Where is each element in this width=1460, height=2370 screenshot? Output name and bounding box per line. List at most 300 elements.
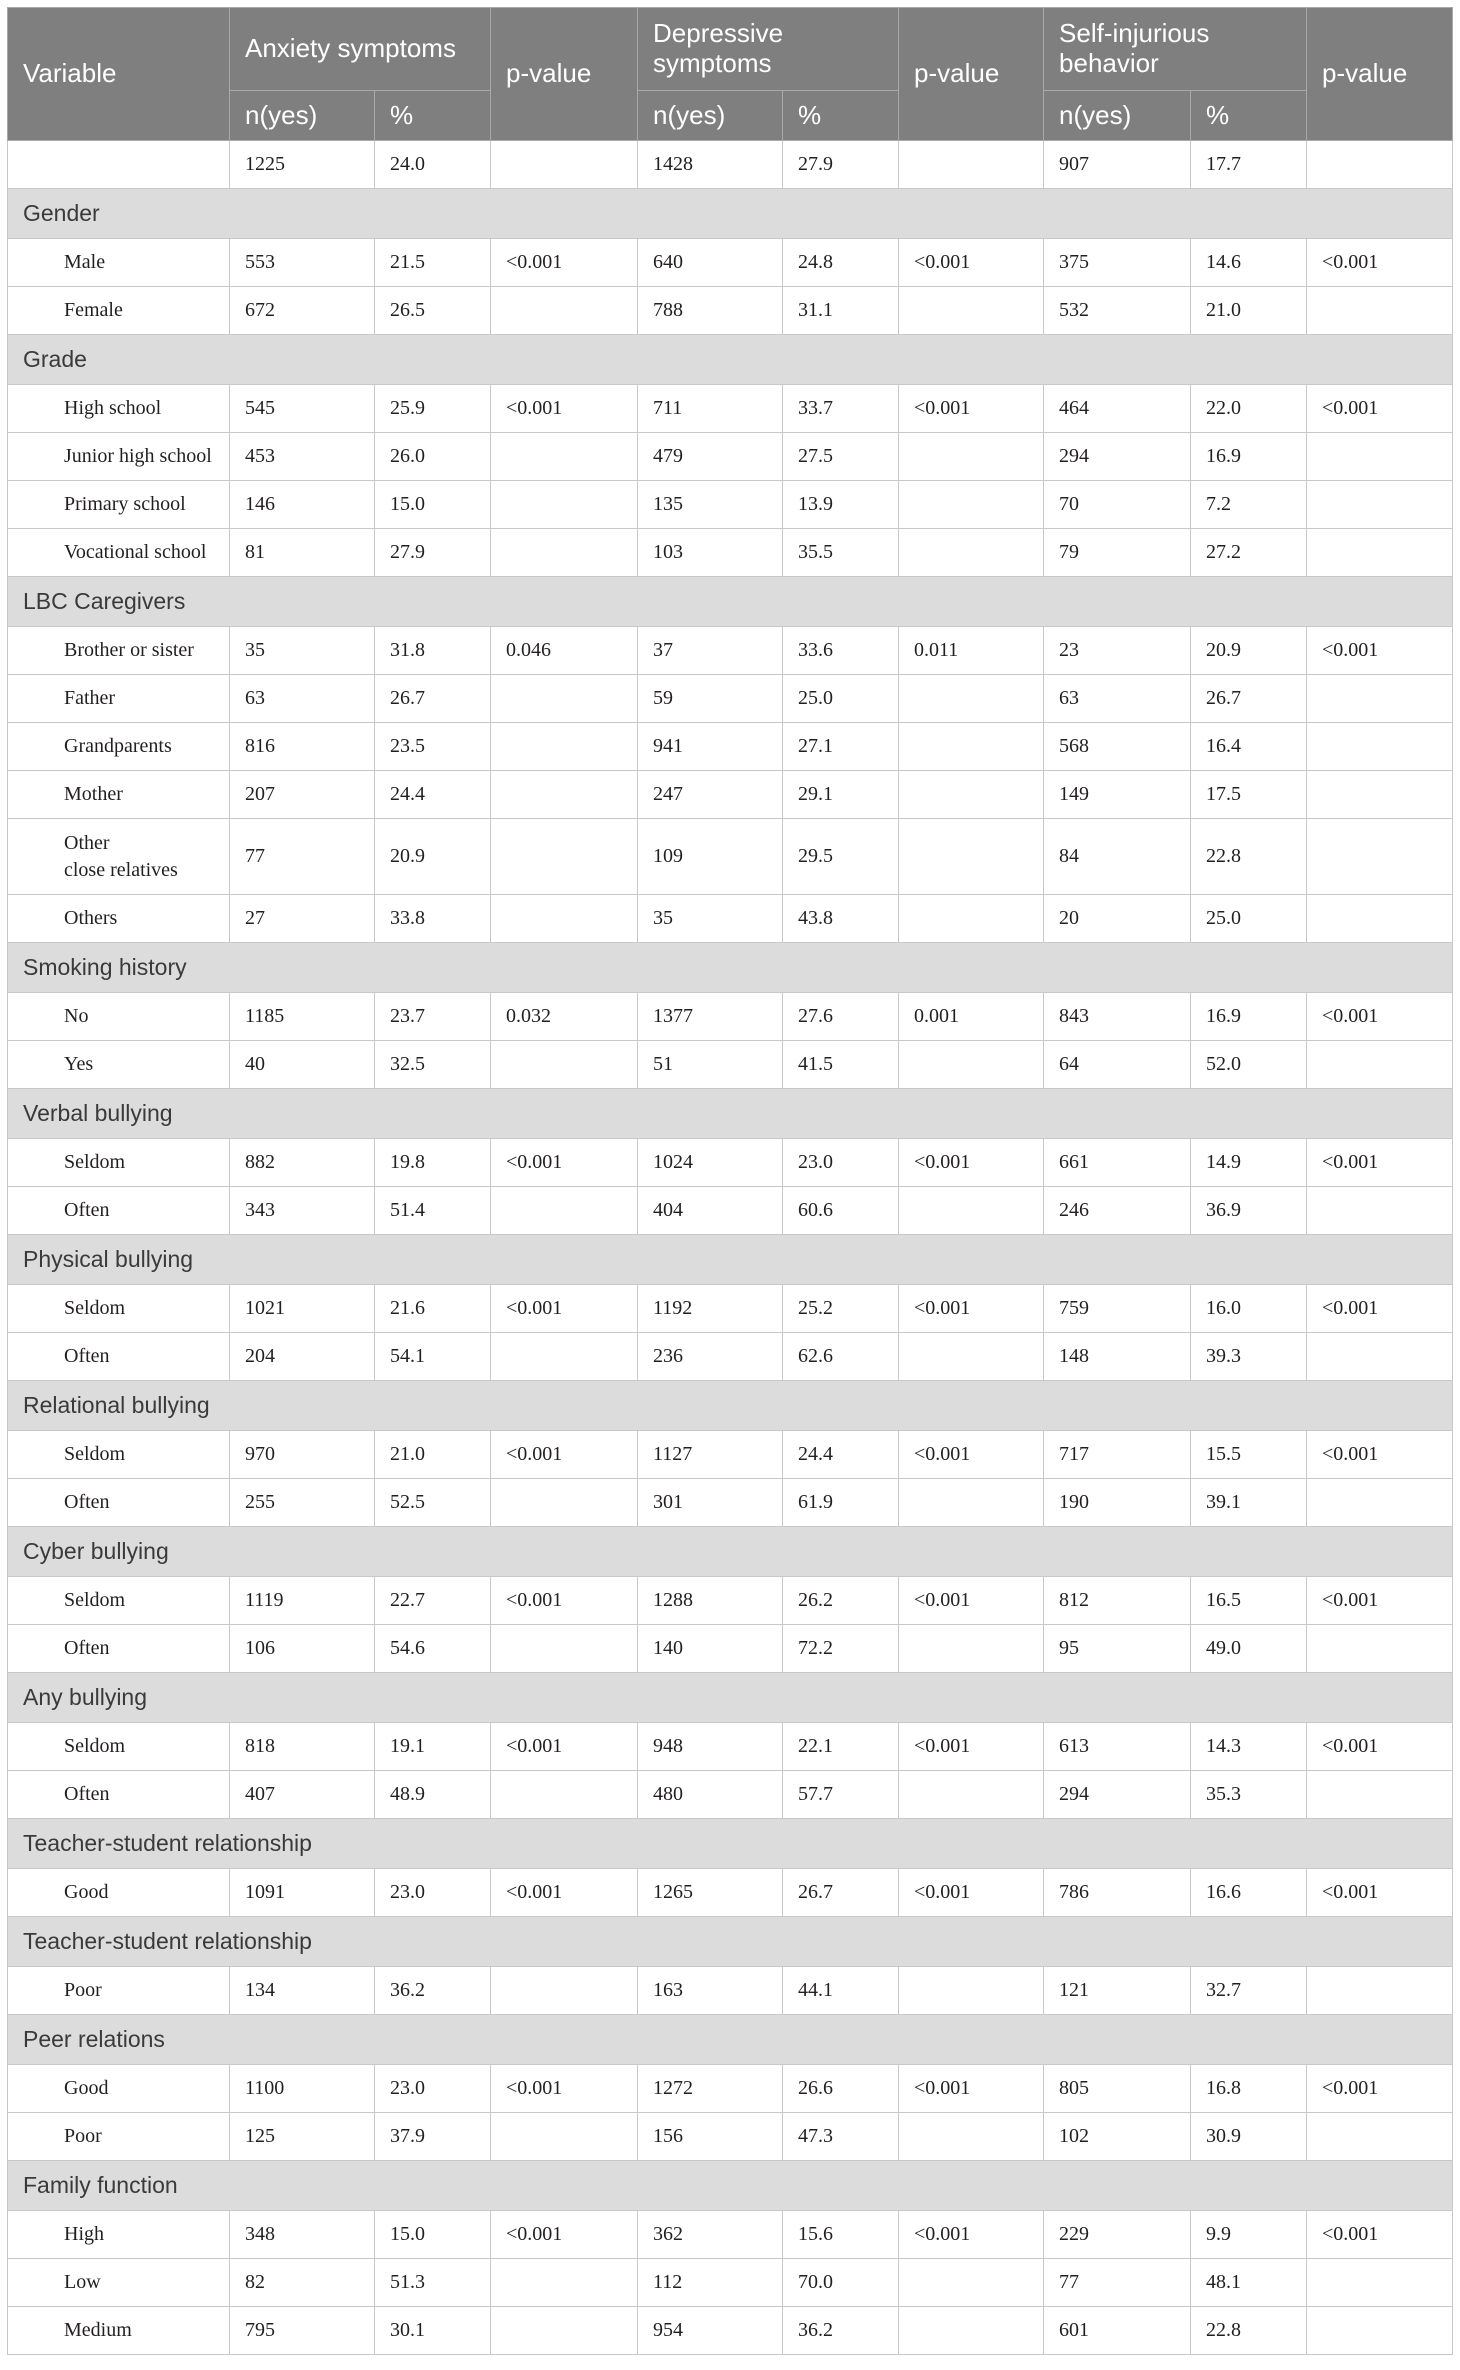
depressive-p-value: <0.001 xyxy=(899,1285,1044,1333)
header-anxiety-n-yes: n(yes) xyxy=(230,91,375,141)
depressive-p-value xyxy=(899,1333,1044,1381)
row-label: Junior high school xyxy=(8,433,230,481)
table-row xyxy=(8,385,1453,433)
self-injury-n-yes: 786 xyxy=(1044,1869,1191,1917)
anxiety-p-value: <0.001 xyxy=(491,1431,638,1479)
self-injury-percent: 48.1 xyxy=(1191,2259,1307,2307)
anxiety-n-yes: 553 xyxy=(230,239,375,287)
self-injury-n-yes: 77 xyxy=(1044,2259,1191,2307)
depressive-percent: 43.8 xyxy=(783,895,899,943)
self-injury-p-value: <0.001 xyxy=(1307,1869,1453,1917)
anxiety-p-value xyxy=(491,433,638,481)
anxiety-n-yes: 453 xyxy=(230,433,375,481)
self-injury-percent: 39.3 xyxy=(1191,1333,1307,1381)
anxiety-percent: 37.9 xyxy=(375,2113,491,2161)
anxiety-percent: 23.5 xyxy=(375,723,491,771)
anxiety-percent: 21.5 xyxy=(375,239,491,287)
row-label: Poor xyxy=(8,1967,230,2015)
row-label: Low xyxy=(8,2259,230,2307)
table-row xyxy=(8,2065,1453,2113)
self-injury-p-value: <0.001 xyxy=(1307,1723,1453,1771)
self-injury-n-yes: 102 xyxy=(1044,2113,1191,2161)
depressive-percent: 35.5 xyxy=(783,529,899,577)
anxiety-n-yes: 82 xyxy=(230,2259,375,2307)
section-title: Gender xyxy=(8,189,1453,239)
depressive-n-yes: 1192 xyxy=(638,1285,783,1333)
self-injury-p-value xyxy=(1307,287,1453,335)
self-injury-n-yes: 843 xyxy=(1044,993,1191,1041)
depressive-n-yes: 1288 xyxy=(638,1577,783,1625)
row-label: Often xyxy=(8,1771,230,1819)
anxiety-p-value: <0.001 xyxy=(491,1869,638,1917)
depressive-percent: 13.9 xyxy=(783,481,899,529)
row-label: Seldom xyxy=(8,1577,230,1625)
self-injury-percent: 36.9 xyxy=(1191,1187,1307,1235)
anxiety-n-yes: 1100 xyxy=(230,2065,375,2113)
self-injury-n-yes: 190 xyxy=(1044,1479,1191,1527)
self-injury-p-value xyxy=(1307,1625,1453,1673)
section-header-row xyxy=(8,943,1453,993)
anxiety-n-yes: 816 xyxy=(230,723,375,771)
self-injury-n-yes: 95 xyxy=(1044,1625,1191,1673)
self-injury-percent: 49.0 xyxy=(1191,1625,1307,1673)
self-injury-n-yes: 613 xyxy=(1044,1723,1191,1771)
row-label: Seldom xyxy=(8,1723,230,1771)
self-injury-percent: 39.1 xyxy=(1191,1479,1307,1527)
self-injury-percent: 26.7 xyxy=(1191,675,1307,723)
row-label: No xyxy=(8,993,230,1041)
table-row xyxy=(8,1333,1453,1381)
depressive-percent: 60.6 xyxy=(783,1187,899,1235)
anxiety-p-value xyxy=(491,1771,638,1819)
self-injury-p-value xyxy=(1307,1187,1453,1235)
row-label: Yes xyxy=(8,1041,230,1089)
depressive-p-value xyxy=(899,2113,1044,2161)
depressive-percent: 61.9 xyxy=(783,1479,899,1527)
self-injury-p-value xyxy=(1307,895,1453,943)
self-injury-p-value: <0.001 xyxy=(1307,1285,1453,1333)
anxiety-p-value xyxy=(491,1625,638,1673)
anxiety-percent: 26.7 xyxy=(375,675,491,723)
self-injury-n-yes: 601 xyxy=(1044,2307,1191,2355)
depressive-n-yes: 1377 xyxy=(638,993,783,1041)
anxiety-percent: 24.4 xyxy=(375,771,491,819)
anxiety-p-value: <0.001 xyxy=(491,239,638,287)
anxiety-p-value xyxy=(491,287,638,335)
anxiety-n-yes: 27 xyxy=(230,895,375,943)
section-title: Grade xyxy=(8,335,1453,385)
self-injury-percent: 16.9 xyxy=(1191,993,1307,1041)
anxiety-p-value: 0.032 xyxy=(491,993,638,1041)
depressive-n-yes: 109 xyxy=(638,819,783,895)
depressive-p-value: 0.001 xyxy=(899,993,1044,1041)
self-injury-n-yes: 464 xyxy=(1044,385,1191,433)
depressive-n-yes: 404 xyxy=(638,1187,783,1235)
self-injury-percent: 52.0 xyxy=(1191,1041,1307,1089)
anxiety-n-yes: 348 xyxy=(230,2211,375,2259)
depressive-p-value xyxy=(899,819,1044,895)
depressive-n-yes: 37 xyxy=(638,627,783,675)
anxiety-p-value xyxy=(491,1187,638,1235)
self-injury-percent: 7.2 xyxy=(1191,481,1307,529)
depressive-n-yes: 479 xyxy=(638,433,783,481)
self-injury-percent: 22.8 xyxy=(1191,819,1307,895)
depressive-p-value xyxy=(899,2307,1044,2355)
row-label: Others xyxy=(8,895,230,943)
anxiety-percent: 21.0 xyxy=(375,1431,491,1479)
anxiety-p-value xyxy=(491,723,638,771)
self-injury-n-yes: 20 xyxy=(1044,895,1191,943)
depressive-n-yes: 163 xyxy=(638,1967,783,2015)
anxiety-p-value: <0.001 xyxy=(491,1139,638,1187)
table-row xyxy=(8,433,1453,481)
table-row xyxy=(8,1771,1453,1819)
depressive-n-yes: 941 xyxy=(638,723,783,771)
header-row-groups xyxy=(8,8,1453,91)
section-title: Teacher-student relationship xyxy=(8,1819,1453,1869)
self-injury-percent: 17.5 xyxy=(1191,771,1307,819)
self-injury-n-yes: 23 xyxy=(1044,627,1191,675)
anxiety-percent: 30.1 xyxy=(375,2307,491,2355)
self-injury-p-value xyxy=(1307,433,1453,481)
table-row xyxy=(8,627,1453,675)
depressive-n-yes: 247 xyxy=(638,771,783,819)
anxiety-p-value xyxy=(491,2259,638,2307)
depressive-p-value xyxy=(899,723,1044,771)
anxiety-p-value: <0.001 xyxy=(491,1723,638,1771)
table-row xyxy=(8,1625,1453,1673)
depressive-percent: 25.2 xyxy=(783,1285,899,1333)
self-injury-p-value xyxy=(1307,723,1453,771)
depressive-p-value: <0.001 xyxy=(899,385,1044,433)
self-injury-n-yes: 532 xyxy=(1044,287,1191,335)
self-injury-p-value xyxy=(1307,2259,1453,2307)
depressive-n-yes: 788 xyxy=(638,287,783,335)
self-injury-p-value xyxy=(1307,2113,1453,2161)
depressive-p-value xyxy=(899,895,1044,943)
depressive-p-value xyxy=(899,1771,1044,1819)
anxiety-n-yes: 134 xyxy=(230,1967,375,2015)
table-row xyxy=(8,481,1453,529)
depressive-n-yes: 103 xyxy=(638,529,783,577)
depressive-percent: 62.6 xyxy=(783,1333,899,1381)
section-header-row xyxy=(8,1381,1453,1431)
anxiety-percent: 22.7 xyxy=(375,1577,491,1625)
depressive-n-yes: 156 xyxy=(638,2113,783,2161)
depressive-p-value xyxy=(899,1479,1044,1527)
section-header-row xyxy=(8,189,1453,239)
table-row xyxy=(8,2259,1453,2307)
self-injury-p-value xyxy=(1307,141,1453,189)
anxiety-n-yes: 40 xyxy=(230,1041,375,1089)
anxiety-percent: 23.0 xyxy=(375,1869,491,1917)
self-injury-percent: 22.8 xyxy=(1191,2307,1307,2355)
depressive-n-yes: 480 xyxy=(638,1771,783,1819)
self-injury-n-yes: 812 xyxy=(1044,1577,1191,1625)
table-row xyxy=(8,895,1453,943)
header-self-injurious-behavior: Self-injurious behavior xyxy=(1044,8,1307,91)
anxiety-percent: 21.6 xyxy=(375,1285,491,1333)
anxiety-n-yes: 882 xyxy=(230,1139,375,1187)
anxiety-percent: 33.8 xyxy=(375,895,491,943)
self-injury-n-yes: 148 xyxy=(1044,1333,1191,1381)
table-row xyxy=(8,1479,1453,1527)
self-injury-n-yes: 79 xyxy=(1044,529,1191,577)
self-injury-percent: 16.6 xyxy=(1191,1869,1307,1917)
anxiety-percent: 23.0 xyxy=(375,2065,491,2113)
section-header-row xyxy=(8,1089,1453,1139)
self-injury-percent: 32.7 xyxy=(1191,1967,1307,2015)
anxiety-percent: 54.1 xyxy=(375,1333,491,1381)
header-anxiety-percent: % xyxy=(375,91,491,141)
self-injury-n-yes: 907 xyxy=(1044,141,1191,189)
self-injury-n-yes: 64 xyxy=(1044,1041,1191,1089)
anxiety-percent: 52.5 xyxy=(375,1479,491,1527)
depressive-n-yes: 954 xyxy=(638,2307,783,2355)
depressive-percent: 26.7 xyxy=(783,1869,899,1917)
self-injury-percent: 14.6 xyxy=(1191,239,1307,287)
row-label: Good xyxy=(8,1869,230,1917)
row-label: Poor xyxy=(8,2113,230,2161)
section-header-row xyxy=(8,1819,1453,1869)
table-row xyxy=(8,1041,1453,1089)
anxiety-percent: 32.5 xyxy=(375,1041,491,1089)
depressive-n-yes: 140 xyxy=(638,1625,783,1673)
depressive-p-value xyxy=(899,141,1044,189)
self-injury-p-value xyxy=(1307,819,1453,895)
section-title: Smoking history xyxy=(8,943,1453,993)
row-label: Good xyxy=(8,2065,230,2113)
self-injury-percent: 14.3 xyxy=(1191,1723,1307,1771)
anxiety-percent: 20.9 xyxy=(375,819,491,895)
self-injury-p-value: <0.001 xyxy=(1307,1577,1453,1625)
anxiety-n-yes: 255 xyxy=(230,1479,375,1527)
depressive-p-value xyxy=(899,675,1044,723)
header-anxiety-symptoms: Anxiety symptoms xyxy=(230,8,491,91)
anxiety-n-yes: 1021 xyxy=(230,1285,375,1333)
section-header-row xyxy=(8,1235,1453,1285)
table-row xyxy=(8,1869,1453,1917)
depressive-n-yes: 948 xyxy=(638,1723,783,1771)
header-self-injury-p-value: p-value xyxy=(1307,8,1453,141)
anxiety-n-yes: 146 xyxy=(230,481,375,529)
self-injury-p-value xyxy=(1307,529,1453,577)
table-row xyxy=(8,1139,1453,1187)
depressive-percent: 29.5 xyxy=(783,819,899,895)
depressive-percent: 27.9 xyxy=(783,141,899,189)
section-header-row xyxy=(8,1917,1453,1967)
section-title: Physical bullying xyxy=(8,1235,1453,1285)
row-label: High xyxy=(8,2211,230,2259)
self-injury-n-yes: 246 xyxy=(1044,1187,1191,1235)
depressive-percent: 22.1 xyxy=(783,1723,899,1771)
depressive-percent: 25.0 xyxy=(783,675,899,723)
anxiety-p-value xyxy=(491,481,638,529)
self-injury-p-value: <0.001 xyxy=(1307,1139,1453,1187)
self-injury-n-yes: 717 xyxy=(1044,1431,1191,1479)
depressive-n-yes: 236 xyxy=(638,1333,783,1381)
anxiety-n-yes: 106 xyxy=(230,1625,375,1673)
depressive-percent: 26.6 xyxy=(783,2065,899,2113)
self-injury-percent: 16.0 xyxy=(1191,1285,1307,1333)
self-injury-percent: 27.2 xyxy=(1191,529,1307,577)
section-header-row xyxy=(8,335,1453,385)
section-header-row xyxy=(8,1527,1453,1577)
section-title: LBC Caregivers xyxy=(8,577,1453,627)
row-label: Grandparents xyxy=(8,723,230,771)
anxiety-n-yes: 1225 xyxy=(230,141,375,189)
depressive-p-value: <0.001 xyxy=(899,1723,1044,1771)
anxiety-n-yes: 81 xyxy=(230,529,375,577)
depressive-percent: 31.1 xyxy=(783,287,899,335)
self-injury-percent: 25.0 xyxy=(1191,895,1307,943)
anxiety-n-yes: 795 xyxy=(230,2307,375,2355)
depressive-percent: 27.6 xyxy=(783,993,899,1041)
section-header-row xyxy=(8,2015,1453,2065)
table-row xyxy=(8,239,1453,287)
self-injury-p-value xyxy=(1307,1041,1453,1089)
header-self-injury-percent: % xyxy=(1191,91,1307,141)
table-row xyxy=(8,1431,1453,1479)
depressive-p-value: <0.001 xyxy=(899,1869,1044,1917)
self-injury-n-yes: 84 xyxy=(1044,819,1191,895)
depressive-n-yes: 1127 xyxy=(638,1431,783,1479)
anxiety-p-value xyxy=(491,2307,638,2355)
self-injury-n-yes: 149 xyxy=(1044,771,1191,819)
depressive-percent: 70.0 xyxy=(783,2259,899,2307)
anxiety-n-yes: 343 xyxy=(230,1187,375,1235)
anxiety-percent: 31.8 xyxy=(375,627,491,675)
anxiety-p-value: <0.001 xyxy=(491,2065,638,2113)
self-injury-percent: 16.4 xyxy=(1191,723,1307,771)
anxiety-p-value xyxy=(491,771,638,819)
anxiety-p-value xyxy=(491,1967,638,2015)
anxiety-percent: 27.9 xyxy=(375,529,491,577)
anxiety-p-value: <0.001 xyxy=(491,1285,638,1333)
self-injury-percent: 35.3 xyxy=(1191,1771,1307,1819)
depressive-percent: 23.0 xyxy=(783,1139,899,1187)
self-injury-percent: 20.9 xyxy=(1191,627,1307,675)
anxiety-n-yes: 1091 xyxy=(230,1869,375,1917)
table-row xyxy=(8,1285,1453,1333)
depressive-n-yes: 1265 xyxy=(638,1869,783,1917)
row-label: Brother or sister xyxy=(8,627,230,675)
depressive-percent: 29.1 xyxy=(783,771,899,819)
anxiety-n-yes: 818 xyxy=(230,1723,375,1771)
anxiety-n-yes: 1119 xyxy=(230,1577,375,1625)
self-injury-p-value xyxy=(1307,675,1453,723)
anxiety-p-value xyxy=(491,1333,638,1381)
self-injury-p-value xyxy=(1307,1479,1453,1527)
self-injury-percent: 16.5 xyxy=(1191,1577,1307,1625)
depressive-percent: 47.3 xyxy=(783,2113,899,2161)
anxiety-p-value: <0.001 xyxy=(491,2211,638,2259)
depressive-percent: 72.2 xyxy=(783,1625,899,1673)
self-injury-p-value: <0.001 xyxy=(1307,2211,1453,2259)
self-injury-p-value xyxy=(1307,1333,1453,1381)
section-title: Cyber bullying xyxy=(8,1527,1453,1577)
header-depressive-n-yes: n(yes) xyxy=(638,91,783,141)
depressive-p-value: <0.001 xyxy=(899,1139,1044,1187)
anxiety-percent: 54.6 xyxy=(375,1625,491,1673)
depressive-percent: 27.1 xyxy=(783,723,899,771)
row-label: Often xyxy=(8,1333,230,1381)
row-label: Seldom xyxy=(8,1285,230,1333)
row-label: Mother xyxy=(8,771,230,819)
self-injury-percent: 16.9 xyxy=(1191,433,1307,481)
self-injury-n-yes: 568 xyxy=(1044,723,1191,771)
depressive-n-yes: 640 xyxy=(638,239,783,287)
anxiety-p-value xyxy=(491,1041,638,1089)
depressive-percent: 15.6 xyxy=(783,2211,899,2259)
table-row xyxy=(8,1967,1453,2015)
self-injury-percent: 30.9 xyxy=(1191,2113,1307,2161)
anxiety-p-value xyxy=(491,895,638,943)
anxiety-n-yes: 1185 xyxy=(230,993,375,1041)
results-table xyxy=(7,7,1453,2355)
row-label: Other close relatives xyxy=(8,819,230,895)
anxiety-percent: 15.0 xyxy=(375,481,491,529)
anxiety-n-yes: 63 xyxy=(230,675,375,723)
self-injury-percent: 15.5 xyxy=(1191,1431,1307,1479)
anxiety-n-yes: 125 xyxy=(230,2113,375,2161)
anxiety-percent: 24.0 xyxy=(375,141,491,189)
table-row xyxy=(8,529,1453,577)
anxiety-n-yes: 970 xyxy=(230,1431,375,1479)
table-row xyxy=(8,723,1453,771)
anxiety-n-yes: 77 xyxy=(230,819,375,895)
table-row xyxy=(8,819,1453,895)
section-title: Family function xyxy=(8,2161,1453,2211)
row-label: Vocational school xyxy=(8,529,230,577)
section-title: Verbal bullying xyxy=(8,1089,1453,1139)
depressive-n-yes: 59 xyxy=(638,675,783,723)
self-injury-p-value xyxy=(1307,481,1453,529)
header-depressive-p-value: p-value xyxy=(899,8,1044,141)
anxiety-n-yes: 204 xyxy=(230,1333,375,1381)
depressive-percent: 36.2 xyxy=(783,2307,899,2355)
self-injury-p-value: <0.001 xyxy=(1307,385,1453,433)
self-injury-n-yes: 70 xyxy=(1044,481,1191,529)
depressive-n-yes: 112 xyxy=(638,2259,783,2307)
table-body xyxy=(8,141,1453,2355)
depressive-n-yes: 1428 xyxy=(638,141,783,189)
depressive-p-value xyxy=(899,481,1044,529)
anxiety-p-value xyxy=(491,819,638,895)
depressive-percent: 41.5 xyxy=(783,1041,899,1089)
row-label: Father xyxy=(8,675,230,723)
row-label: Often xyxy=(8,1187,230,1235)
table-row xyxy=(8,771,1453,819)
anxiety-percent: 25.9 xyxy=(375,385,491,433)
section-title: Relational bullying xyxy=(8,1381,1453,1431)
depressive-n-yes: 1024 xyxy=(638,1139,783,1187)
anxiety-percent: 15.0 xyxy=(375,2211,491,2259)
depressive-percent: 26.2 xyxy=(783,1577,899,1625)
section-header-row xyxy=(8,1673,1453,1723)
depressive-percent: 33.6 xyxy=(783,627,899,675)
anxiety-p-value: <0.001 xyxy=(491,1577,638,1625)
depressive-n-yes: 1272 xyxy=(638,2065,783,2113)
self-injury-percent: 14.9 xyxy=(1191,1139,1307,1187)
anxiety-p-value xyxy=(491,2113,638,2161)
table-row xyxy=(8,1577,1453,1625)
row-label: High school xyxy=(8,385,230,433)
anxiety-p-value xyxy=(491,1479,638,1527)
table-header xyxy=(8,8,1453,141)
anxiety-n-yes: 407 xyxy=(230,1771,375,1819)
depressive-p-value xyxy=(899,771,1044,819)
